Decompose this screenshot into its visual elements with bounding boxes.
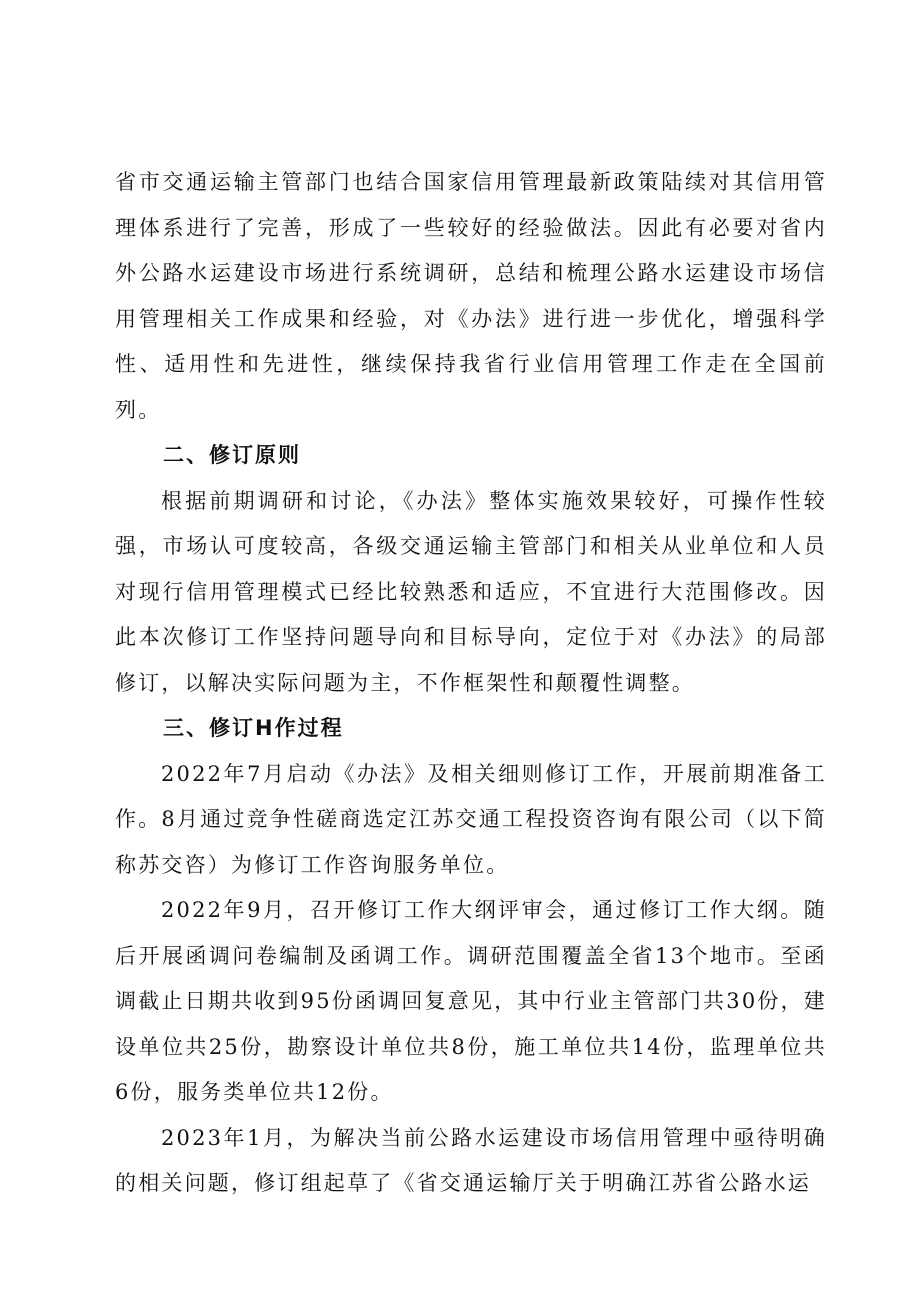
paragraph-process-draft: 2023年1月，为解决当前公路水运建设市场信用管理中亟待明确的相关问题，修订组起草了《省交通运输厅关于明确江苏省公路水运 (115, 1125, 827, 1195)
paragraph-process-start: 2022年7月启动《办法》及相关细则修订工作，开展前期准备工作。8月通过竞争性磋商选定江苏交通工程投资咨询有限公司（以下简称苏交咨）为修订工作咨询服务单位。 (115, 761, 827, 877)
section-heading-process: 三、修订H作过程 (163, 716, 344, 740)
paragraph-continuation: 省市交通运输主管部门也结合国家信用管理最新政策陆续对其信用管理体系进行了完善，形成了一些较好的经验做法。因此有必要对省内外公路水运建设市场进行系统调研，总结和梳理公路水运建设市场信用管理相关工作成果和经验，对《办法》进行进一步优化，增强科学性、适用性和先进性，继续保持我省行业信用管理工作走在全国前列。 (115, 170, 827, 422)
section-heading-principles: 二、修订原则 (163, 443, 301, 467)
paragraph-process-survey: 2022年9月，召开修订工作大纲评审会，通过修订工作大纲。随后开展函调问卷编制及函调工作。调研范围覆盖全省13个地市。至函调截止日期共收到95份函调回复意见，其中行业主管部门共30份，建设单位共25份，勘察设计单位共8份，施工单位共14份，监理单位共6份，服务类单位共12份。 (115, 898, 827, 1104)
paragraph-principles: 根据前期调研和讨论，《办法》整体实施效果较好，可操作性较强，市场认可度较高，各级交通运输主管部门和相关从业单位和人员对现行信用管理模式已经比较熟悉和适应，不宜进行大范围修改。因此本次修订工作坚持问题导向和目标导向，定位于对《办法》的局部修订，以解决实际问题为主，不作框架性和颠覆性调整。 (115, 488, 827, 695)
document-body (115, 160, 827, 1207)
